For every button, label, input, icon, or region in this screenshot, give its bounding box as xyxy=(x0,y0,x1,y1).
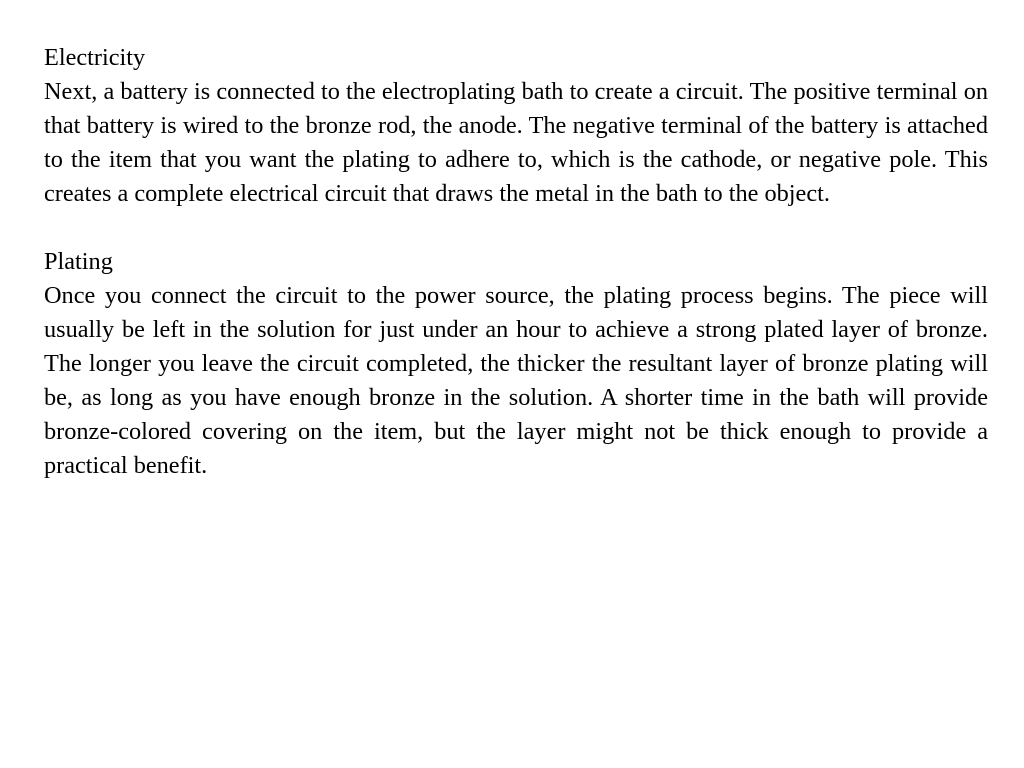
section-heading-electricity: Electricity xyxy=(44,44,146,71)
section-body-plating: Once you connect the circuit to the power source, the plating process begins. The piece will usually be left in the solution for just under an hour to achieve a strong plated layer of bronze. The longer you leave the circuit completed, the thicker the resultant layer of bronze plating will be, as long as you have enough bronze in the solution. A shorter time in the bath will provide bronze-colored covering on the item, but the layer might not be thick enough to provide a practical benefit. xyxy=(44,282,988,479)
section-heading-plating: Plating xyxy=(44,248,113,275)
section-body-electricity: Next, a battery is connected to the electroplating bath to create a circuit. The positive terminal on that battery is wired to the bronze rod, the anode. The negative terminal of the battery is attached to the item that you want the plating to adhere to, which is the cathode, or negative pole. This creates a complete electrical circuit that draws the metal in the bath to the object. xyxy=(44,78,988,207)
section-electricity xyxy=(44,41,988,211)
section-plating xyxy=(44,245,988,483)
section-spacer xyxy=(44,211,988,245)
document-page xyxy=(44,41,988,483)
